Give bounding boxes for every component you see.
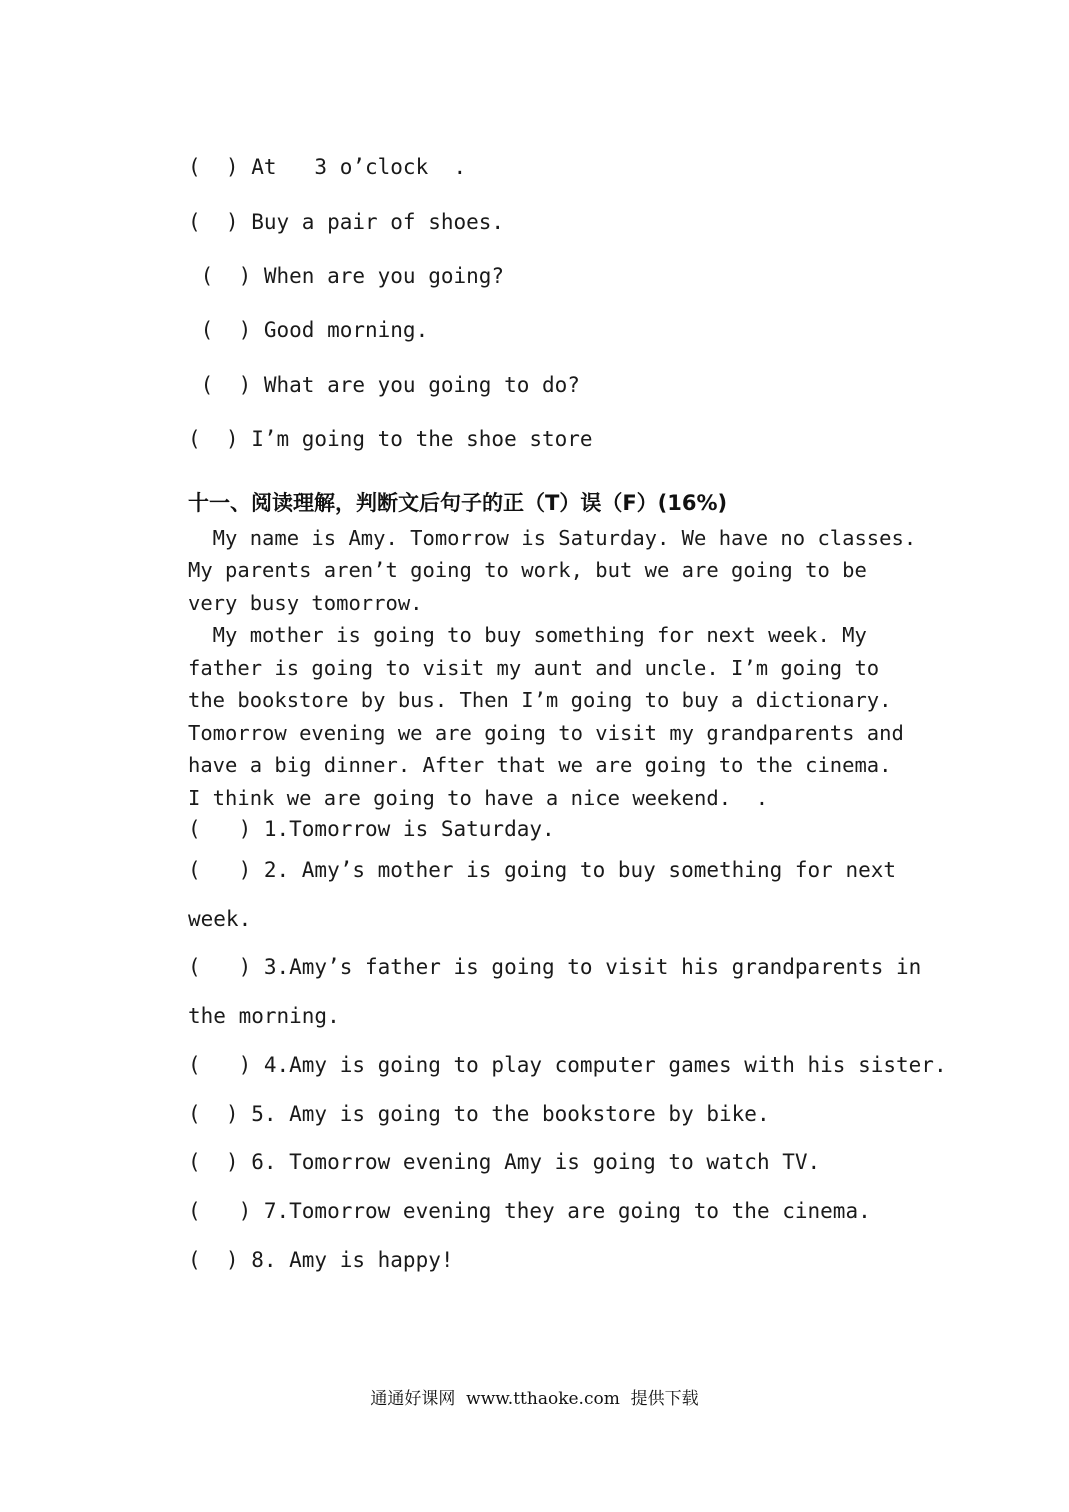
passage-line-1: My name is Amy. Tomorrow is Saturday. We have no classes.: [188, 526, 917, 550]
question-3: ( ) 3.Amy’s father is going to visit his grandparents in: [188, 955, 922, 979]
question-3-cont: the morning.: [188, 1004, 340, 1028]
passage-line-4: My mother is going to buy something for next week. My: [188, 623, 867, 647]
match-item-1: ( ) At 3 o’clock .: [188, 155, 467, 179]
passage-line-8: have a big dinner. After that we are going to the cinema.: [188, 753, 892, 777]
question-2: ( ) 2. Amy’s mother is going to buy something for next: [188, 858, 897, 882]
match-item-5: ( ) What are you going to do?: [188, 373, 580, 397]
match-item-3: ( ) When are you going?: [188, 264, 505, 288]
passage-line-6: the bookstore by bus. Then I’m going to buy a dictionary.: [188, 688, 892, 712]
question-6: ( ) 6. Tomorrow evening Amy is going to watch TV.: [188, 1150, 821, 1174]
question-7: ( ) 7.Tomorrow evening they are going to the cinema.: [188, 1199, 871, 1223]
passage-line-9: I think we are going to have a nice weekend. .: [188, 786, 769, 810]
question-2-cont: week.: [188, 907, 252, 931]
match-item-2: ( ) Buy a pair of shoes.: [188, 210, 505, 234]
question-1: ( ) 1.Tomorrow is Saturday.: [188, 817, 555, 841]
passage-line-7: Tomorrow evening we are going to visit my grandparents and: [188, 721, 904, 745]
passage-line-5: father is going to visit my aunt and uncle. I’m going to: [188, 656, 880, 680]
passage-line-3: very busy tomorrow.: [188, 591, 423, 615]
match-item-4: ( ) Good morning.: [188, 318, 429, 342]
match-item-6: ( ) I’m going to the shoe store: [188, 427, 593, 451]
passage-line-2: My parents aren’t going to work, but we are going to be: [188, 558, 867, 582]
question-8: ( ) 8. Amy is happy!: [188, 1248, 454, 1272]
page-footer: 通通好课网 www.tthaoke.com 提供下载: [370, 1389, 699, 1409]
question-5: ( ) 5. Amy is going to the bookstore by bike.: [188, 1102, 770, 1126]
section-title: 十一、阅读理解，判断文后句子的正（T）误（F）(16%): [188, 491, 728, 515]
question-4: ( ) 4.Amy is going to play computer games with his sister.: [188, 1053, 947, 1077]
